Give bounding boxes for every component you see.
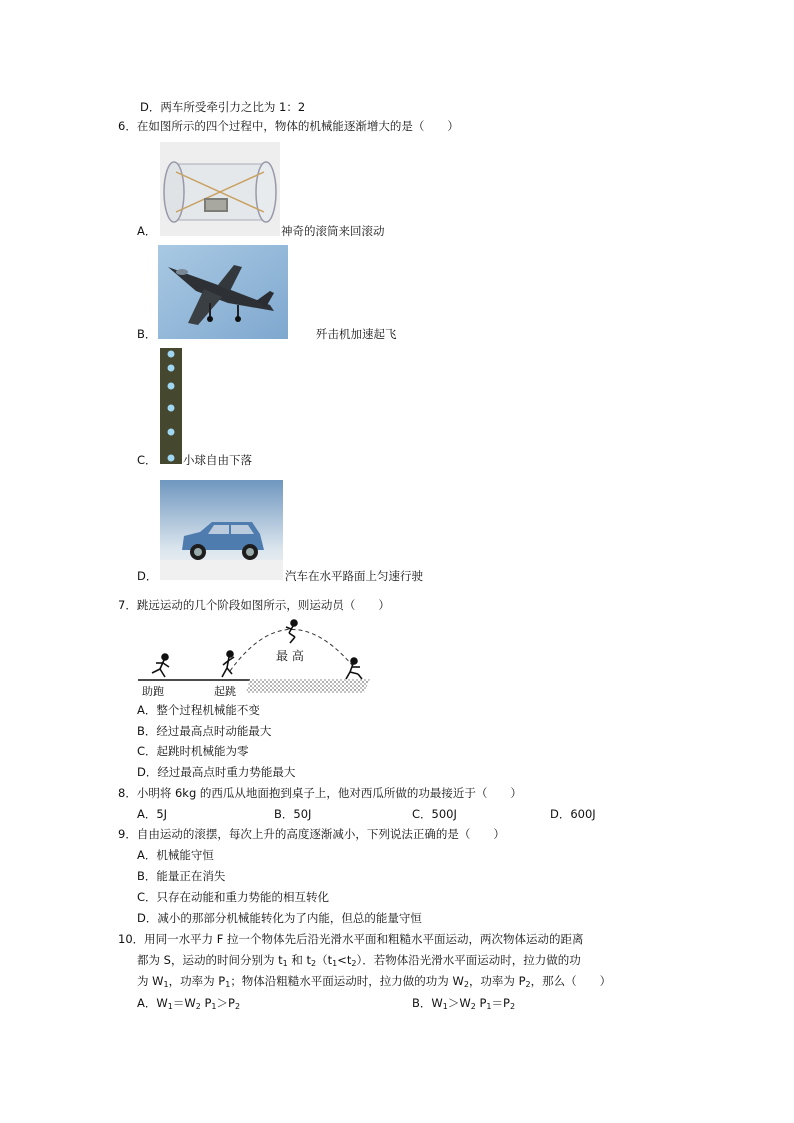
q6-figure-b (158, 245, 288, 339)
q6-figure-d (160, 480, 283, 580)
q7-label-top: 最 高 (276, 649, 304, 663)
q6-option-c-caption: 小球自由下落 (183, 453, 252, 467)
q6-option-d-letter: D． (137, 569, 158, 583)
q7-label-jump: 起跳 (214, 685, 236, 698)
suv-car-icon (160, 480, 283, 580)
q8-option-a: A．5J (137, 807, 168, 821)
q9-option-d: D．减小的那部分机械能转化为了内能，但总的能量守恒 (137, 911, 422, 925)
falling-ball-icon (160, 348, 182, 464)
q6-option-b-caption: 歼击机加速起飞 (316, 327, 397, 341)
q9-option-a: A．机械能守恒 (137, 848, 214, 862)
q9-option-c: C．只存在动能和重力势能的相互转化 (137, 890, 330, 904)
q8-option-d: D．600J (550, 807, 596, 821)
q6-option-c-letter: C． (137, 453, 157, 467)
q7-option-a: A．整个过程机械能不变 (137, 703, 260, 717)
q10-option-a: A．$W_1=W_2$ $P_1>P_2$ (137, 996, 241, 1011)
q6-option-a-caption: 神奇的滚筒来回滚动 (281, 224, 385, 238)
fighter-jet-icon (158, 245, 288, 339)
q6-figure-c (160, 348, 182, 464)
long-jump-diagram-icon (138, 617, 378, 701)
q6-option-d-caption: 汽车在水平路面上匀速行驶 (285, 569, 423, 583)
q7-option-c: C．起跳时机械能为零 (137, 744, 249, 758)
q9-option-b: B．能量正在消失 (137, 869, 226, 883)
q7-option-d: D．经过最高点时重力势能最大 (137, 765, 296, 779)
q8-stem: 8．小明将 6kg 的西瓜从地面抱到桌子上，他对西瓜所做的功最接近于（ ） (118, 786, 522, 800)
q10-option-b: B．$W_1>W_2$ $P_1=P_2$ (412, 996, 516, 1011)
q6-option-a-letter: A． (137, 224, 157, 238)
q5-option-d: D．两车所受牵引力之比为 1：2 (140, 100, 306, 114)
rolling-cylinder-icon (160, 142, 280, 236)
q7-stem: 7．跳远运动的几个阶段如图所示，则运动员（ ） (118, 598, 390, 612)
q9-stem: 9．自由运动的滚摆，每次上升的高度逐渐减小，下列说法正确的是（ ） (118, 827, 505, 841)
q10-stem-line1: 10．用同一水平力 F 拉一个物体先后沿光滑水平面和粗糙水平面运动，两次物体运动的距离 (118, 932, 584, 946)
q7-label-run: 助跑 (142, 685, 164, 698)
q7-long-jump-figure (138, 617, 378, 701)
q6-figure-a (160, 142, 280, 236)
q8-option-b: B．50J (274, 807, 312, 821)
q10-stem-line3: 为 $W_1$，功率为 $P_1$；物体沿粗糙水平面运动时，拉力做的功为 $W_2$，功率为 $P_2$，那么（ ） (137, 974, 612, 989)
q10-stem-line2: 都为 S，运动的时间分别为 $t_1$ 和 $t_2(t_1<t_2)$．若物体沿光滑水平面运动时，拉力做的功 (137, 953, 581, 968)
q7-option-b: B．经过最高点时动能最大 (137, 724, 272, 738)
q6-option-b-letter: B． (137, 327, 157, 341)
q8-option-c: C．500J (412, 807, 457, 821)
q6-stem: 6．在如图所示的四个过程中，物体的机械能逐渐增大的是（ ） (118, 119, 459, 133)
